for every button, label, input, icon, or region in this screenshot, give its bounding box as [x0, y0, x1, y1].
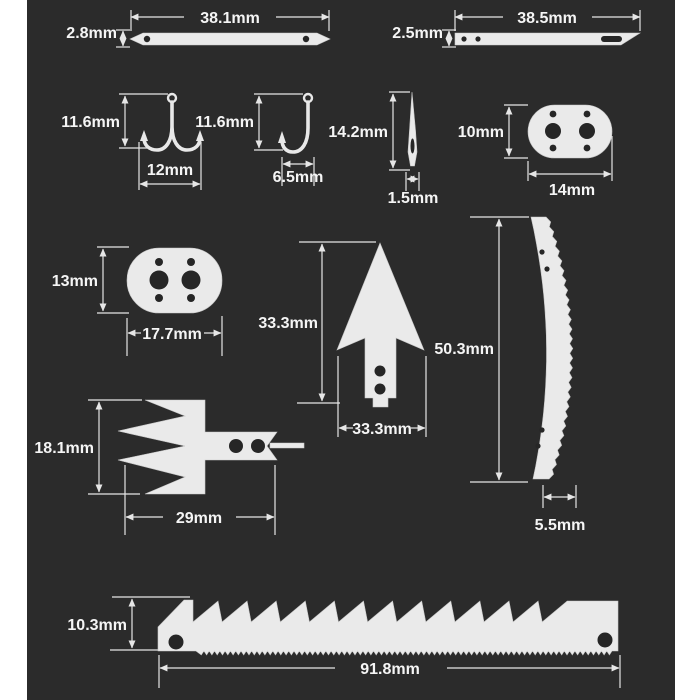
dim-label-utility-blade-width: 38.5mm — [517, 10, 577, 27]
dim-label-double-hook-height: 11.6mm — [61, 114, 120, 131]
needle-eye — [411, 139, 415, 154]
dim-label-flat-blade-width: 38.1mm — [200, 10, 260, 27]
saw-hole — [539, 427, 544, 432]
dim-label-arrowhead-width: 33.3mm — [352, 421, 412, 438]
button-hole — [155, 258, 163, 266]
button-hole — [584, 111, 591, 118]
button-hole — [182, 271, 201, 290]
button-hole — [550, 111, 557, 118]
dim-label-fish-spear-height: 18.1mm — [34, 440, 94, 457]
blade-hole — [475, 36, 480, 41]
dim-label-single-hook-height: 11.6mm — [195, 114, 254, 131]
blade-hole — [144, 36, 150, 42]
dim-label-button-small-height: 10mm — [457, 124, 504, 141]
spear-hole — [251, 439, 265, 453]
arrowhead-hole — [375, 366, 386, 377]
blade-hole — [303, 36, 309, 42]
dim-label-saw-blade-height: 10.3mm — [67, 617, 127, 634]
oval-button-large-icon — [127, 248, 222, 313]
dim-label-needle-width: 1.5mm — [387, 190, 439, 207]
blade-slot — [601, 36, 622, 42]
fish-spear-pin — [270, 443, 304, 448]
saw-hole — [544, 266, 549, 271]
button-hole — [584, 145, 591, 152]
dim-label-button-small-width: 14mm — [548, 182, 596, 199]
saw-hole — [539, 249, 544, 254]
oval-button-small-icon — [528, 105, 612, 158]
dim-label-arrowhead-height: 33.3mm — [258, 315, 318, 332]
dim-label-button-large-height: 13mm — [51, 273, 98, 290]
dim-label-flat-blade-height: 2.8mm — [66, 25, 117, 42]
dim-label-fish-spear-width: 29mm — [175, 510, 223, 527]
dim-label-needle-height: 14.2mm — [328, 124, 388, 141]
dim-label-curved-saw-width: 5.5mm — [534, 517, 586, 534]
spear-hole — [229, 439, 243, 453]
button-hole — [579, 123, 595, 139]
blade-hole — [461, 36, 466, 41]
saw-hole — [598, 633, 613, 648]
button-hole — [545, 123, 561, 139]
saw-hole — [535, 443, 540, 448]
dim-label-single-hook-width: 6.5mm — [272, 169, 324, 186]
dim-label-button-large-width: 17.7mm — [142, 326, 202, 343]
saw-hole — [169, 635, 184, 650]
dim-label-curved-saw-height: 50.3mm — [434, 341, 494, 358]
button-hole — [550, 145, 557, 152]
dim-label-double-hook-width: 12mm — [146, 162, 194, 179]
button-hole — [150, 271, 169, 290]
arrowhead-hole — [375, 384, 386, 395]
button-hole — [187, 258, 195, 266]
button-hole — [155, 294, 163, 302]
dim-label-saw-blade-width: 91.8mm — [360, 661, 420, 678]
dim-label-utility-blade-height: 2.5mm — [392, 25, 443, 42]
button-hole — [187, 294, 195, 302]
flat-blade-icon — [130, 33, 330, 45]
